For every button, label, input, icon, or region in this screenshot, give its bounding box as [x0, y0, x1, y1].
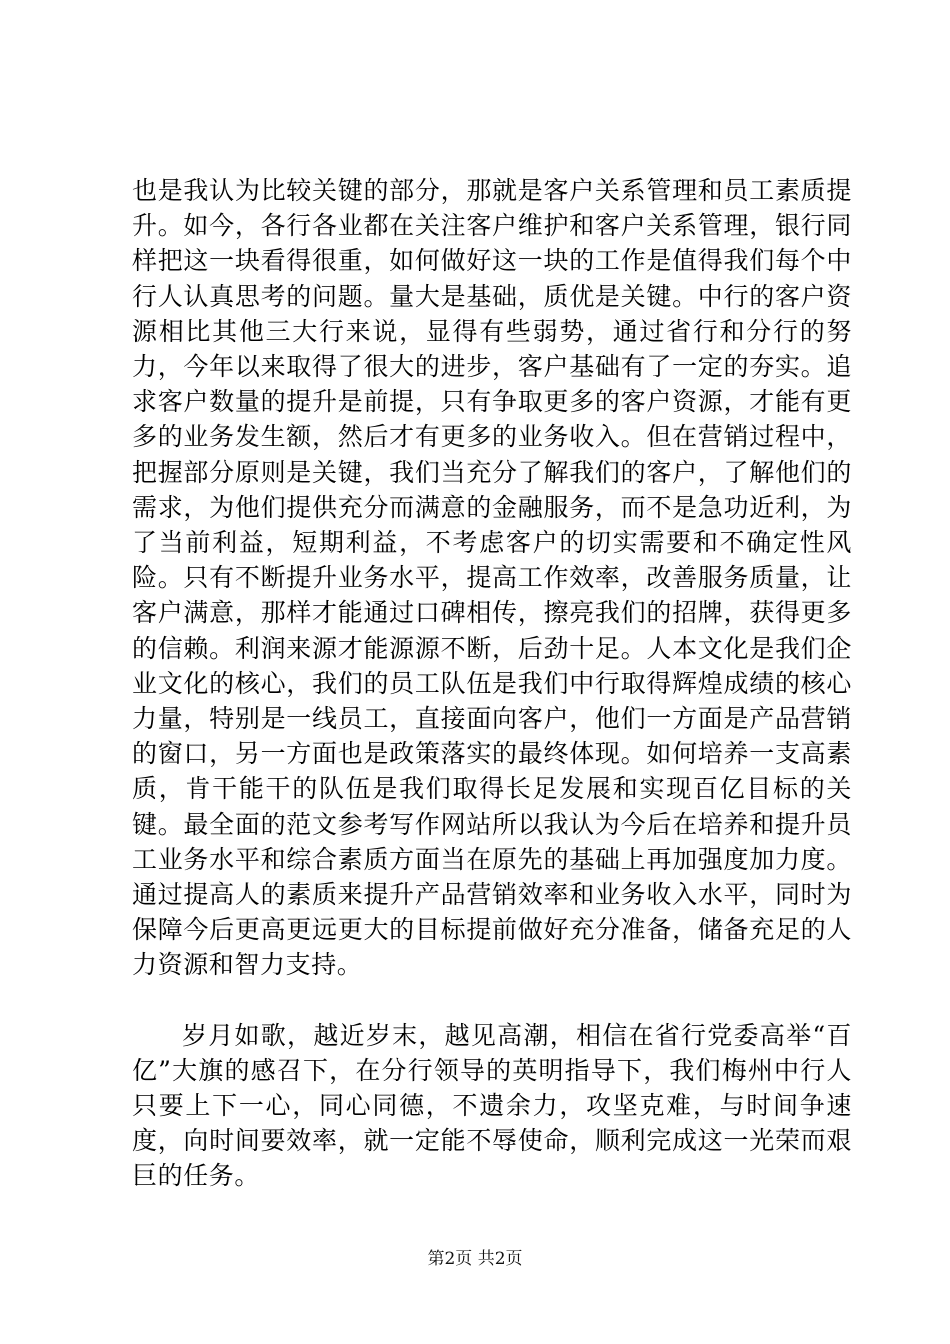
- document-body: [132, 173, 852, 1194]
- paragraph-2: 岁月如歌，越近岁末，越见高潮，相信在省行党委高举“百亿”大旗的感召下，在分行领导的英明指导下，我们梅州中行人只要上下一心，同心同德，不遗余力，攻坚克难，与时间争速度，向时间要效率，就一定能不辱使命，顺利完成这一光荣而艰巨的任务。: [132, 1020, 852, 1191]
- page-number-footer: 第2页 共2页: [427, 1249, 523, 1269]
- paragraph-1: 也是我认为比较关键的部分，那就是客户关系管理和员工素质提升。如今，各行各业都在关注客户维护和客户关系管理，银行同样把这一块看得很重，如何做好这一块的工作是值得我们每个中行人认真思考的问题。量大是基础，质优是关键。中行的客户资源相比其他三大行来说，显得有些弱势，通过省行和分行的努力，今年以来取得了很大的进步，客户基础有了一定的夯实。追求客户数量的提升是前提，只有争取更多的客户资源，才能有更多的业务发生额，然后才有更多的业务收入。但在营销过程中，把握部分原则是关键，我们当充分了解我们的客户，了解他们的需求，为他们提供充分而满意的金融服务，而不是急功近利，为了当前利益，短期利益，不考虑客户的切实需要和不确定性风险。只有不断提升业务水平，提高工作效率，改善服务质量，让客户满意，那样才能通过口碑相传，擦亮我们的招牌，获得更多的信赖。利润来源才能源源不断，后劲十足。人本文化是我们企业文化的核心，我们的员工队伍是我们中行取得辉煌成绩的核心力量，特别是一线员工，直接面向客户，他们一方面是产品营销的窗口，另一方面也是政策落实的最终体现。如何培养一支高素质，肯干能干的队伍是我们取得长足发展和实现百亿目标的关键。最全面的范文参考写作网站所以我认为今后在培养和提升员工业务水平和综合素质方面当在原先的基础上再加强度加力度。通过提高人的素质来提升产品营销效率和业务收入水平，同时为保障今后更高更远更大的目标提前做好充分准备，储备充足的人力资源和智力支持。: [132, 176, 852, 980]
